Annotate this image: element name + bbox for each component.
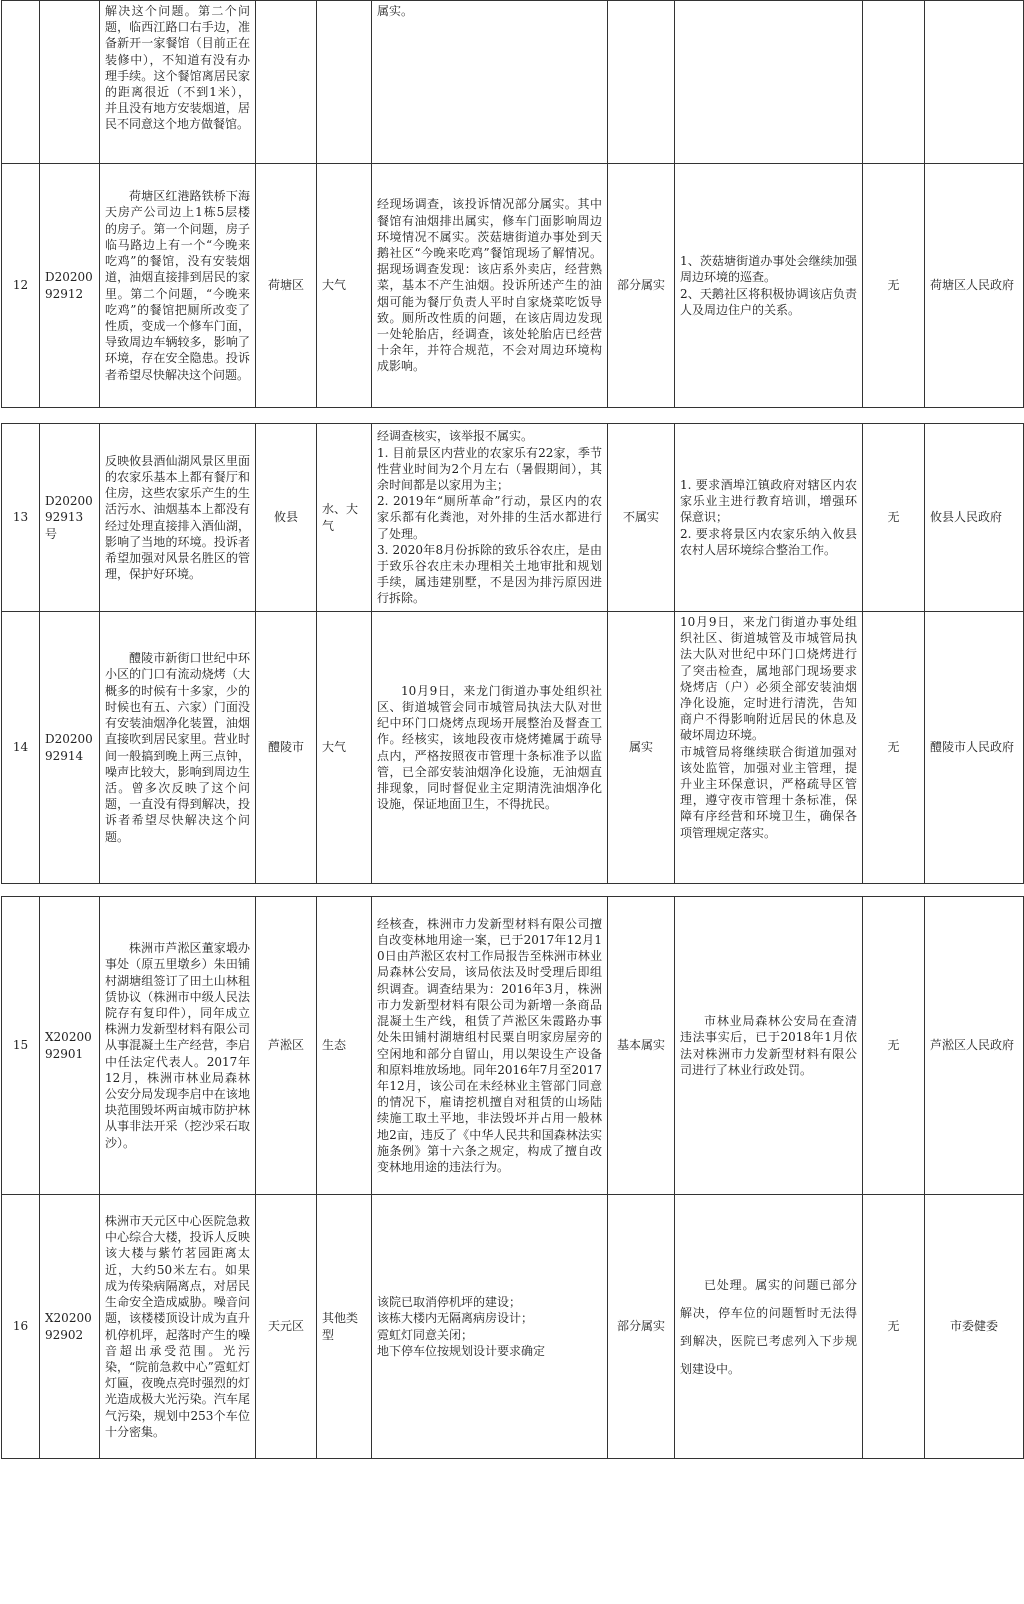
cell-type: 其他类型: [317, 1195, 372, 1459]
measures-text: 已处理。属实的问题已部分解决，停车位的问题暂时无法得到解决，医院已考虑列入下步规划建设中。: [680, 1277, 857, 1376]
cell-district: 荷塘区: [256, 164, 317, 408]
cell-measures: [675, 164, 863, 408]
table-row: [2, 897, 1024, 1195]
cell-district: 芦淞区: [256, 897, 317, 1195]
investigation-text: 该院已取消停机坪的建设； 该栋大楼内无隔离病房设计； 霓虹灯同意关闭； 地下停车位按规划设计要求确定: [377, 1295, 546, 1358]
code-text: X20200 92901: [45, 1030, 92, 1061]
cell-code: [40, 897, 100, 1195]
table-row: [2, 1, 1024, 164]
cell-no: 15: [2, 897, 40, 1195]
measures-text: 市林业局森林公安局在查清违法事实后，已于2018年1月依法对株洲市力发新型材料有限公司进行了林业行政处罚。: [680, 1014, 857, 1077]
cell-verdict: 基本属实: [608, 897, 675, 1195]
cell-verdict: 部分属实: [608, 1195, 675, 1459]
complaint-text: 醴陵市新街口世纪中环小区的门口有流动烧烤（大概多的时候有十多家，少的时候也有五、六家）门面没有安装油烟净化装置，油烟直接吹到居民家里。营业时间一般搞到晚上两三点钟，噪声比较大，影响到周边生活。曾多次反映了这个问题，一直没有得到解决，投诉者希望尽快解决这个问题。: [105, 651, 250, 844]
cell-code: [40, 1, 100, 164]
code-text: D20200 92912: [45, 270, 93, 301]
cell-accountability: 无: [863, 424, 925, 612]
investigation-text: 10月9日，来龙门街道办事处组织社区、街道城管会同市城管局执法大队对世纪中环门口烧烤点现场开展整治及督查工作。经核实，该地段夜市烧烤摊属于疏导点内，严格按照夜市管理十条标准予以监管，已全部安装油烟净化设施，无油烟直排现象，同时督促业主定期清洗油烟净化设施，保证地面卫生，不得扰民。: [377, 683, 602, 812]
cell-verdict: [608, 1, 675, 164]
table-block-b: [1, 423, 1024, 884]
cell-type: 大气: [317, 164, 372, 408]
cell-type: 大气: [317, 612, 372, 884]
cell-responsible: 芦淞区人民政府: [925, 897, 1024, 1195]
code-text: D20200 92913 号: [45, 494, 93, 541]
complaint-text: 反映攸县酒仙湖风景区里面的农家乐基本上都有餐厅和住房，这些农家乐产生的生活污水、油烟基本上都没有经过处理直接排入酒仙湖，影响了当地的环境。投诉者希望加强对风景名胜区的管理，保护好环境。: [105, 453, 250, 582]
cell-investigation: [372, 164, 608, 408]
cell-no: 14: [2, 612, 40, 884]
investigation-text: 经调查核实，该举报不属实。 1. 目前景区内营业的农家乐有22家，季节性营业时间为2个月左右（暑假期间），其余时间都是以家用为主； 2. 2019年“厕所革命”行动，景区内的农家乐都有化粪池，对外排的生活水都进行了处理。 3. 2020年8月份拆除的致乐谷农庄，是由于致乐谷农庄未办理相关土地审批和规划手续，属违建别墅，不是因为排污原因进行拆除。: [377, 429, 602, 606]
cell-complaint: [100, 1, 256, 164]
table-row: [2, 1195, 1024, 1459]
cell-complaint: [100, 424, 256, 612]
cell-code: [40, 612, 100, 884]
cell-responsible: [925, 1, 1024, 164]
cell-responsible: 攸县人民政府: [925, 424, 1024, 612]
cell-code: [40, 1195, 100, 1459]
cell-investigation: [372, 1, 608, 164]
cell-complaint: [100, 612, 256, 884]
table-block-a: [1, 0, 1024, 408]
table-block-c: [1, 896, 1024, 1459]
table-row: [2, 164, 1024, 408]
cell-accountability: 无: [863, 612, 925, 884]
cell-measures: [675, 1195, 863, 1459]
cell-investigation: [372, 612, 608, 884]
table-row: [2, 424, 1024, 612]
cell-investigation: [372, 1195, 608, 1459]
investigation-text: 属实。: [377, 4, 414, 18]
table-row: [2, 612, 1024, 884]
measures-text: 10月9日，来龙门街道办事处组织社区、街道城管及市城管局执法大队对世纪中环门口烧烤进行了突击检查，属地部门现场要求烧烤店（户）必须全部安装油烟净化设施，定时进行清洗，告知商户不得影响附近居民的休息及破坏周边环境。 市城管局将继续联合街道加强对该处监管，加强对业主管理，提升业主环保意识，严格疏导区管理，遵守夜市管理十条标准，保障有序经营和环境卫生，确保各项管理规定落实。: [680, 615, 857, 840]
cell-complaint: [100, 897, 256, 1195]
cell-no: 12: [2, 164, 40, 408]
cell-responsible: 醴陵市人民政府: [925, 612, 1024, 884]
cell-measures: [675, 897, 863, 1195]
cell-measures: [675, 1, 863, 164]
cell-accountability: [863, 1, 925, 164]
measures-text: 1、茨菇塘街道办事处会继续加强周边环境的巡查。 2、天鹅社区将积极协调该店负责人及周边住户的关系。: [680, 254, 857, 317]
cell-district: [256, 1, 317, 164]
complaint-text: 株洲市天元区中心医院急救中心综合大楼，投诉人反映该大楼与紫竹茗园距离太近，大约50米左右。如果成为传染病隔离点，对居民生命安全造成威胁。噪音问题，该楼楼顶设计成为直升机停机坪，起落时产生的噪音超出承受范围。光污染，“院前急救中心”霓虹灯灯匾，夜晚点亮时强烈的灯光造成极大光污染。汽车尾气污染，规划中253个车位十分密集。: [105, 1214, 250, 1439]
cell-district: 攸县: [256, 424, 317, 612]
investigation-text: 经核查，株洲市力发新型材料有限公司擅自改变林地用途一案，已于2017年12月10日由芦淞区农村工作局报告至株洲市林业局森林公安局，该局依法及时受理后即组织调查。调查结果为：2016年3月，株洲市力发新型材料有限公司为新增一条商品混凝土生产线，租赁了芦淞区朱霞路办事处朱田铺村湖塘组村民粟自明家房屋旁的空闲地和部分自留山，用以架设生产设备和原料堆放场地。同年2016年7月至2017年12月，该公司在未经林业主管部门同意的情况下，雇请挖机擅自对租赁的山场陆续施工取土平地，非法毁坏并占用一般林地2亩，违反了《中华人民共和国森林法实施条例》第十六条之规定，构成了擅自改变林地用途的违法行为。: [377, 916, 602, 1174]
cell-code: [40, 164, 100, 408]
cell-investigation: [372, 897, 608, 1195]
measures-text: 1. 要求酒埠江镇政府对辖区内农家乐业主进行教育培训，增强环保意识； 2. 要求将景区内农家乐纳入攸县农村人居环境综合整治工作。: [680, 477, 857, 557]
cell-verdict: 部分属实: [608, 164, 675, 408]
cell-code: [40, 424, 100, 612]
cell-responsible: 荷塘区人民政府: [925, 164, 1024, 408]
cell-district: 醴陵市: [256, 612, 317, 884]
investigation-text: 经现场调查，该投诉情况部分属实。其中餐馆有油烟排出属实，修车门面影响周边环境情况不属实。茨菇塘街道办事处到天鹅社区“今晚来吃鸡”餐馆现场了解情况。据现场调查发现：该店系外卖店，经营熟菜，基本不产生油烟。投诉所述产生的油烟可能为餐厅负责人平时自家烧菜吃饭导致。厕所改性质的问题，在该店周边发现一处轮胎店，经调查，该处轮胎店已经营十余年，并符合规范，不会对周边环境构成影响。: [377, 197, 602, 374]
cell-type: 生态: [317, 897, 372, 1195]
cell-measures: [675, 612, 863, 884]
cell-type: 水、大气: [317, 424, 372, 612]
complaint-text: 荷塘区红港路铁桥下海天房产公司边上1栋5层楼的房子。第一个问题，房子临马路边上有一个“今晚来吃鸡”的餐馆，没有安装烟道，油烟直接排到居民的家里。第二个问题，“今晚来吃鸡”的餐馆把厕所改变了性质，变成一个修车门面，导致周边车辆较多，影响了环境，存在安全隐患。投诉者希望尽快解决这个问题。: [105, 189, 250, 382]
cell-no: 13: [2, 424, 40, 612]
complaint-text: 株洲市芦淞区董家塅办事处（原五里墩乡）朱田铺村湖塘组签订了田土山林租赁协议（株洲市中级人民法院存有复印件），同年成立株洲力发新型材料有限公司从事混凝土生产经营，李启中任法定代表人。2017年12月，株洲市林业局森林公安分局发现李启中在该地块范围毁坏两亩城市防护林从事非法开采（挖沙采石取沙）。: [105, 941, 250, 1150]
cell-no: [2, 1, 40, 164]
cell-complaint: [100, 164, 256, 408]
cell-complaint: [100, 1195, 256, 1459]
cell-verdict: 不属实: [608, 424, 675, 612]
cell-investigation: [372, 424, 608, 612]
cell-district: 天元区: [256, 1195, 317, 1459]
complaint-text: 解决这个问题。第二个问题，临西江路口右手边，准备新开一家餐馆（目前正在装修中），不知道有没有办理手续。这个餐馆离居民家的距离很近（不到1米），并且没有地方安装烟道，居民不同意这个地方做餐馆。: [105, 4, 250, 132]
cell-measures: [675, 424, 863, 612]
cell-responsible: 市委健委: [925, 1195, 1024, 1459]
cell-accountability: 无: [863, 897, 925, 1195]
cell-no: 16: [2, 1195, 40, 1459]
cell-accountability: 无: [863, 1195, 925, 1459]
code-text: X20200 92902: [45, 1311, 92, 1342]
cell-accountability: 无: [863, 164, 925, 408]
cell-type: [317, 1, 372, 164]
code-text: D20200 92914: [45, 732, 93, 763]
cell-verdict: 属实: [608, 612, 675, 884]
